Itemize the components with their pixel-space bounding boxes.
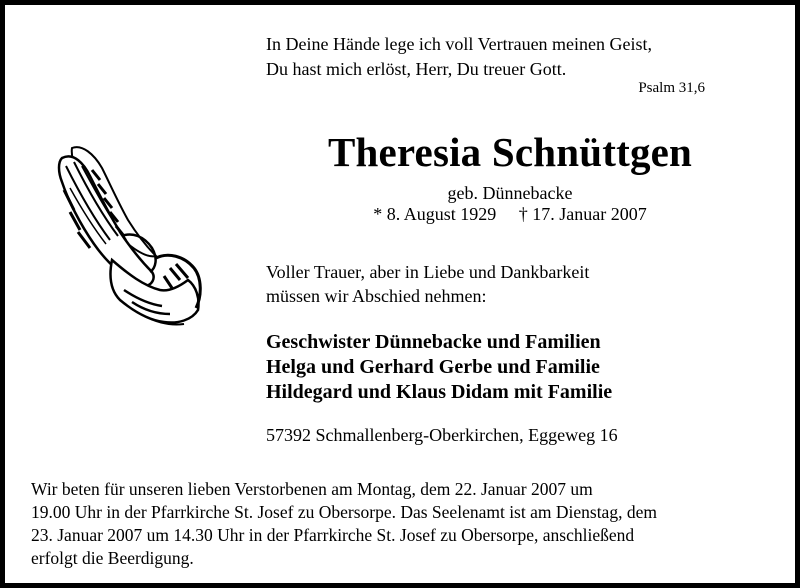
maiden-name: geb. Dünnebacke xyxy=(447,183,573,203)
family-entry: Hildegard und Klaus Didam mit Familie xyxy=(266,381,613,403)
family-address: 57392 Schmallenberg-Oberkirchen, Eggeweg 16 xyxy=(266,425,618,445)
birth-date: * 8. August 1929 xyxy=(373,204,497,224)
service-details xyxy=(31,478,761,570)
death-date: † 17. Januar 2007 xyxy=(518,204,647,224)
family-entry: Helga und Gerhard Gerbe und Familie xyxy=(266,356,600,378)
verse-line: In Deine Hände lege ich voll Vertrauen meinen Geist, xyxy=(266,34,653,54)
service-line: erfolgt die Beerdigung. xyxy=(31,548,194,568)
family-list xyxy=(266,330,612,405)
service-line: Wir beten für unseren lieben Verstorbenen am Montag, dem 22. Januar 2007 um xyxy=(31,479,593,499)
family-entry: Geschwister Dünnebacke und Familien xyxy=(266,331,601,353)
verse-reference: Psalm 31,6 xyxy=(638,80,705,96)
praying-hands-icon xyxy=(52,140,202,330)
bible-verse xyxy=(266,32,652,82)
deceased-name: Theresia Schnüttgen xyxy=(327,129,693,175)
mourning-text xyxy=(266,260,589,308)
life-dates xyxy=(300,204,720,225)
service-line: 19.00 Uhr in der Pfarrkirche St. Josef zu Obersorpe. Das Seelenamt ist am Dienstag, dem xyxy=(31,502,657,522)
mourning-line: Voller Trauer, aber in Liebe und Dankbarkeit xyxy=(266,262,590,282)
verse-line: Du hast mich erlöst, Herr, Du treuer Gott. xyxy=(266,59,567,79)
mourning-line: müssen wir Abschied nehmen: xyxy=(266,286,487,306)
service-line: 23. Januar 2007 um 14.30 Uhr in der Pfarrkirche St. Josef zu Obersorpe, anschließend xyxy=(31,525,635,545)
